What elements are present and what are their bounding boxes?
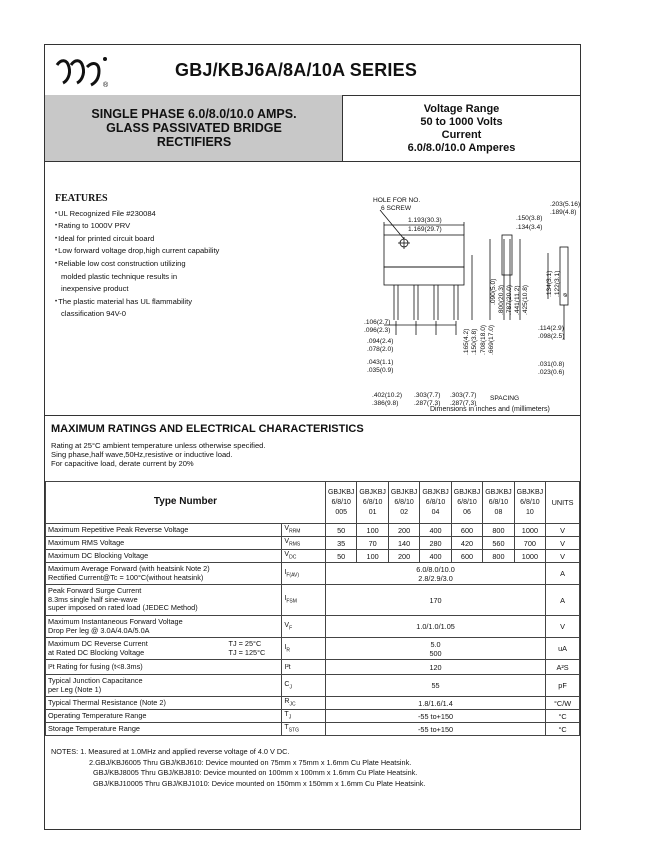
ratings-note-line: Sing phase,half wave,50Hz,resistive or inductive load. [51,450,233,459]
dim-label: .094(2.4) [367,338,394,345]
ratings-note-line: For capacitive load, derate current by 20% [51,459,194,468]
table-header-row [46,482,580,524]
merged-value-cell: 55 [325,675,545,697]
param-label: Peak Forward Surge Current 8.3ms single half sine-wave super imposed on rated load (JEDEC Method) [46,585,282,616]
current-label: Current [441,129,482,141]
value-cell: 1000 [514,550,545,563]
dimensions-note: Dimensions in inches and (millimeters) [430,406,550,413]
param-label: Maximum DC Reverse Current TJ = 25°C at Rated DC Blocking Voltage TJ = 125°C [46,638,282,660]
dim-label: 1.169(29.7) [408,226,442,233]
column-header: GBJKBJ 6/8/10 01 [357,482,388,524]
dim-label: .669(17.0) [488,324,495,355]
symbol-cell: $V_{DC}$ [282,550,326,563]
feature-item: •Rating to 1000V PRV [55,221,131,231]
unit-cell: V [546,524,580,537]
param-label: Typical Junction Capacitance per Leg (Note 1) [46,675,282,697]
units-header: UNITS [546,482,580,524]
dim-label: .287(7.3) [414,400,441,407]
symbol-cell: $I_R$ [282,638,326,660]
merged-value-cell: 1.0/1.0/1.05 [325,616,545,638]
dim-label: .425(10.8) [522,284,529,315]
note-line: GBJ/KBJ8005 Thru GBJ/KBJ810: Device mounted on 100mm x 100mm x 1.6mm Cu Plate Heatsink. [93,768,418,777]
unit-cell: °C [546,723,580,736]
symbol-cell: $V_{RMS}$ [282,537,326,550]
unit-cell: A²S [546,660,580,675]
value-cell: 600 [451,550,482,563]
features-heading: FEATURES [55,193,108,204]
dim-label: .078(2.0) [367,346,394,353]
table-row [46,710,580,723]
unit-cell: uA [546,638,580,660]
unit-cell: V [546,616,580,638]
dim-label: ø [562,292,569,297]
feature-item: •Ideal for printed circuit board [55,233,155,243]
product-band [45,95,580,162]
page-title: GBJ/KBJ6A/8A/10A SERIES [175,60,418,80]
column-header: GBJKBJ 6/8/10 10 [514,482,545,524]
table-row [46,660,580,675]
value-cell: 200 [388,550,419,563]
unit-cell: °C/W [546,697,580,710]
symbol-cell: $C_J$ [282,675,326,697]
unit-cell: A [546,585,580,616]
column-header: GBJKBJ 6/8/10 04 [420,482,451,524]
dim-label: .106(2.7) [364,319,391,326]
feature-item: molded plastic technique results in [61,271,178,281]
current-value: 6.0/8.0/10.0 Amperes [407,142,516,154]
symbol-cell: $V_{RRM}$ [282,524,326,537]
param-label: Operating Temperature Range [46,710,282,723]
section-divider [45,415,580,416]
header [45,45,580,96]
merged-value-cell: 120 [325,660,545,675]
param-label: Maximum RMS Voltage [46,537,282,550]
notes-block [51,747,425,789]
dim-label: .122(3.1) [554,270,561,297]
dim-label: .800(20.3) [498,284,505,315]
table-row [46,616,580,638]
feature-item: classification 94V-0 [61,309,127,319]
param-label: Maximum Instantaneous Forward Voltage Drop Per leg @ 3.0A/4.0A/5.0A [46,616,282,638]
dim-label: .098(2.5) [538,333,565,340]
merged-value-cell: 6.0/8.0/10.0 2.8/2.9/3.0 [325,563,545,585]
package-drawing [320,195,581,410]
note-line: 2.GBJ/KBJ6005 Thru GBJ/KBJ610: Device mounted on 75mm x 75mm x 1.6mm Cu Plate Heatsink. [89,757,412,767]
symbol-cell: $V_F$ [282,616,326,638]
product-line-3: RECTIFIERS [156,135,232,149]
value-cell: 50 [325,524,356,537]
feature-item: •The plastic material has UL flammability [55,296,193,306]
feature-item: •Low forward voltage drop,high current capability [55,246,220,256]
hole-label-1: HOLE FOR NO. [373,197,421,204]
registered-mark: ® [103,82,109,89]
table-row [46,675,580,697]
dim-label: .303(7.7) [414,392,441,399]
symbol-cell: $T_{STG}$ [282,723,326,736]
merged-value-cell: -55 to+150 [325,710,545,723]
dim-label: .203(5.16) [550,201,581,208]
dim-label: .386(9.8) [372,400,399,407]
features-list [55,193,315,321]
param-label: Maximum Average Forward (with heatsink Note 2) Rectified Current@Tc = 100°C(without heatsink) [46,563,282,585]
param-label: I²t Rating for fusing (t<8.3ms) [46,660,282,675]
symbol-cell: $R_{JC}$ [282,697,326,710]
dim-label: .441(11.2) [514,285,521,315]
symbol-cell: $I_{F(AV)}$ [282,563,326,585]
feature-item: •UL Recognized File #230084 [55,208,156,218]
merged-value-cell: 1.8/1.6/1.4 [325,697,545,710]
dim-label: .023(0.6) [538,369,565,376]
column-header: GBJKBJ 6/8/10 08 [483,482,514,524]
type-number-header: Type Number [46,482,326,524]
value-cell: 50 [325,550,356,563]
symbol-cell: $I_{FSM}$ [282,585,326,616]
symbol-cell: I²t [282,660,326,675]
dim-label: .787(20.0) [506,284,513,315]
merged-value-cell: 170 [325,585,545,616]
voltage-range-label: Voltage Range [423,103,500,115]
value-cell: 800 [483,550,514,563]
hole-label-2: 6 SCREW [381,205,412,212]
datasheet-frame [44,44,581,830]
dim-label: .114(2.9) [538,325,564,332]
table-row [46,697,580,710]
param-label: Maximum DC Blocking Voltage [46,550,282,563]
symbol-cell: $T_J$ [282,710,326,723]
ratings-table [45,481,580,736]
dim-label: .287(7.3) [450,400,477,407]
unit-cell: V [546,550,580,563]
value-cell: 100 [357,550,388,563]
feature-item: inexpensive product [61,284,129,294]
ratings-title: MAXIMUM RATINGS AND ELECTRICAL CHARACTERISTICS [51,423,364,435]
value-cell: 400 [420,550,451,563]
value-cell: 100 [357,524,388,537]
spacing-label: SPACING [490,395,520,402]
column-header: GBJKBJ 6/8/10 02 [388,482,419,524]
dim-label: .402(10.2) [372,392,403,399]
table-row [46,585,580,616]
column-header: GBJKBJ 6/8/10 06 [451,482,482,524]
voltage-range-value: 50 to 1000 Volts [420,116,503,128]
value-cell: 70 [357,537,388,550]
unit-cell: °C [546,710,580,723]
value-cell: 560 [483,537,514,550]
dim-label: .708(18.0) [480,324,487,355]
value-cell: 1000 [514,524,545,537]
ratings-note-line: Rating at 25°C ambient temperature unless otherwise specified. [51,441,266,450]
dim-label: .165(4.2) [463,328,470,355]
table-row [46,550,580,563]
dim-label: .134(3.4) [516,224,543,231]
value-cell: 35 [325,537,356,550]
dim-label: .096(2.3) [364,327,391,334]
merged-value-cell: -55 to+150 [325,723,545,736]
company-logo [53,53,115,89]
dim-label: .303(7.7) [450,392,477,399]
product-description [45,95,343,161]
product-line-1: SINGLE PHASE 6.0/8.0/10.0 AMPS. [91,107,297,121]
value-cell: 140 [388,537,419,550]
param-label: Maximum Repetitive Peak Reverse Voltage [46,524,282,537]
note-line: NOTES: 1. Measured at 1.0MHz and applied reverse voltage of 4.0 V DC. [51,747,290,756]
merged-value-cell: 5.0 500 [325,638,545,660]
value-cell: 280 [420,537,451,550]
value-cell: 200 [388,524,419,537]
ratings-note [51,441,451,468]
feature-item: •Reliable low cost construction utilizing [55,258,186,268]
value-cell: 400 [420,524,451,537]
table-row [46,537,580,550]
dim-label: .150(3.8) [516,215,543,222]
product-line-2: GLASS PASSIVATED BRIDGE [106,121,282,135]
dim-label: .035(0.9) [367,367,394,374]
dim-label: .031(0.8) [538,361,565,368]
table-row [46,563,580,585]
unit-cell: A [546,563,580,585]
dim-label: .189(4.8) [550,209,577,216]
table-row [46,723,580,736]
note-line: GBJ/KBJ10005 Thru GBJ/KBJ1010: Device mounted on 150mm x 150mm x 1.6mm Cu Plate Heatsink. [93,778,426,788]
dim-label: .090(5.0) [490,278,497,305]
value-cell: 420 [451,537,482,550]
value-cell: 600 [451,524,482,537]
value-cell: 700 [514,537,545,550]
unit-cell: V [546,537,580,550]
unit-cell: pF [546,675,580,697]
column-header: GBJKBJ 6/8/10 005 [325,482,356,524]
param-label: Storage Temperature Range [46,723,282,736]
value-cell: 800 [483,524,514,537]
dim-label: .134(3.1) [546,270,553,297]
param-label: Typical Thermal Resistance (Note 2) [46,697,282,710]
dim-label: .043(1.1) [367,359,394,366]
dim-label: 1.193(30.3) [408,217,442,224]
table-row [46,524,580,537]
dim-label: .150(3.8) [471,328,478,355]
table-row [46,638,580,660]
